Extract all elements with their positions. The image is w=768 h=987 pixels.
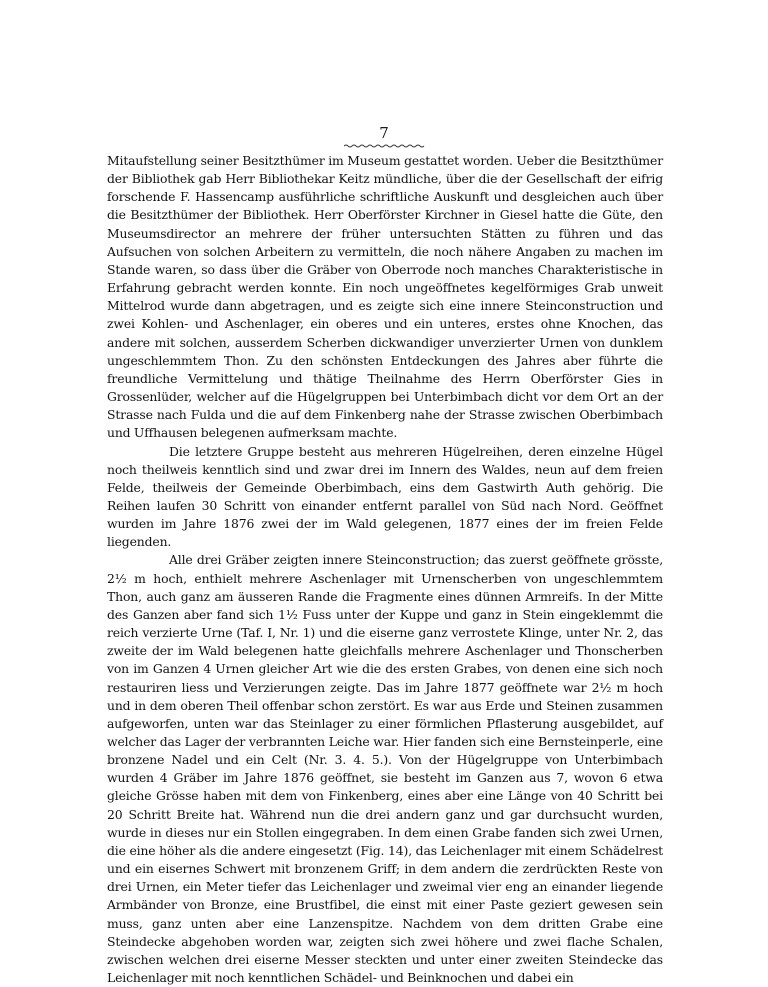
page-number-ornament (344, 144, 426, 148)
body-text (107, 152, 663, 987)
paragraph-3: Alle drei Gräber zeigten innere Steinconstruction; das zuerst geöffnete grösste, 2½ m hoch, enthielt mehrere Aschenlager mit Urnenscherben von ungeschlemmtem Thon, auch ganz am äusseren Rande die Fragmente eines dünnen Armreifs. In der Mitte des Ganzen aber fand sich 1½ Fuss unter der Kuppe und ganz in Stein eingeklemmt die reich verzierte Urne (Taf. I, Nr. 1) und die eiserne ganz verrostete Klinge, unter Nr. 2, das zweite der im Wald belegenen hatte gleichfalls mehrere Aschenlager und Thonscherben von im Ganzen 4 Urnen gleicher Art wie die des ersten Grabes, von denen eine sich noch restauriren liess und Verzierungen zeigte. Das im Jahre 1877 geöffnete war 2½ m hoch und in dem oberen Theil offenbar schon zerstört. Es war aus Erde und Steinen zusammen aufgeworfen, unten war das Steinlager zu einer förmlichen Pflasterung ausgebildet, auf welcher das Lager der verbrannten Leiche war. Hier fanden sich eine Bernsteinperle, eine bronzene Nadel und ein Celt (Nr. 3. 4. 5.). Von der Hügelgruppe von Unterbimbach wurden 4 Gräber im Jahre 1876 geöffnet, sie besteht im Ganzen aus 7, wovon 6 etwa gleiche Grösse haben mit dem von Finkenberg, eines aber eine Länge von 40 Schritt bei 20 Schritt Breite hat. Während nun die drei andern ganz und gar durchsucht wurden, wurde in dieses nur ein Stollen eingegraben. In dem einen Grabe fanden sich zwei Urnen, die eine höher als die andere eingesetzt (Fig. 14), das Leichenlager mit einem Schädelrest und ein eisernes Schwert mit bronzenem Griff; in dem andern die zerdrückten Reste von drei Urnen, ein Meter tiefer das Leichenlager und zweimal vier eng an einander liegende Armbänder von Bronze, eine Brustfibel, die einst mit einer Paste geziert gewesen sein muss, ganz unten aber eine Lanzenspitze. Nachdem von dem dritten Grabe eine Steindecke abgehoben worden war, zeigten sich zwei höhere und zwei flache Schalen, zwischen welchen drei eiserne Messer steckten und unter einer zweiten Steindecke das Leichenlager mit noch kenntlichen Schädel- und Beinknochen und dabei ein (107, 552, 663, 986)
paragraph-2: Die letztere Gruppe besteht aus mehreren Hügelreihen, deren einzelne Hügel noch theilweis kenntlich sind und zwar drei im Innern des Waldes, neun auf dem freien Felde, theilweis der Gemeinde Oberbimbach, eins dem Gastwirth Auth gehörig. Die Reihen laufen 30 Schritt von einander entfernt parallel von Süd nach Nord. Geöffnet wurden im Jahre 1876 zwei der im Wald gelegenen, 1877 eines der im freien Felde liegenden. (107, 443, 663, 550)
paragraph-1: Mitaufstellung seiner Besitzthümer im Museum gestattet worden. Ueber die Besitzthümer der Bibliothek gab Herr Bibliothekar Keitz mündliche, über die der Gesellschaft der eifrig forschende F. Hassencamp ausführliche schriftliche Auskunft und desgleichen auch über die Besitzthümer der Bibliothek. Herr Oberförster Kirchner in Giesel hatte die Güte, den Museumsdirector an mehrere der früher untersuchten Stätten zu führen und das Aufsuchen von solchen Arbeitern zu vermitteln, die noch nähere Angaben zu machen im Stande waren, so dass über die Gräber von Oberrode noch manches Charakteristische in Erfahrung gebracht werden konnte. Ein noch ungeöffnetes kegelförmiges Grab unweit Mittelrod wurde dann abgetragen, und es zeigte sich eine innere Steinconstruction und zwei Kohlen- und Aschenlager, ein oberes und ein unteres, erstes ohne Knochen, das andere mit solchen, ausserdem Scherben dickwandiger unverzierter Urnen von dunklem ungeschlemmtem Thon. Zu den schönsten Entdeckungen des Jahres aber führte die freundliche Vermittelung und thätige Theilnahme des Herrn Oberförster Gies in Grossenlüder, welcher auf die Hügelgruppen bei Unterbimbach dicht vor dem Ort an der Strasse nach Fulda und die auf dem Finkenberg nahe der Strasse zwischen Oberbimbach und Uffhausen belegenen aufmerksam machte. (107, 153, 663, 441)
page-number: 7 (379, 124, 389, 142)
